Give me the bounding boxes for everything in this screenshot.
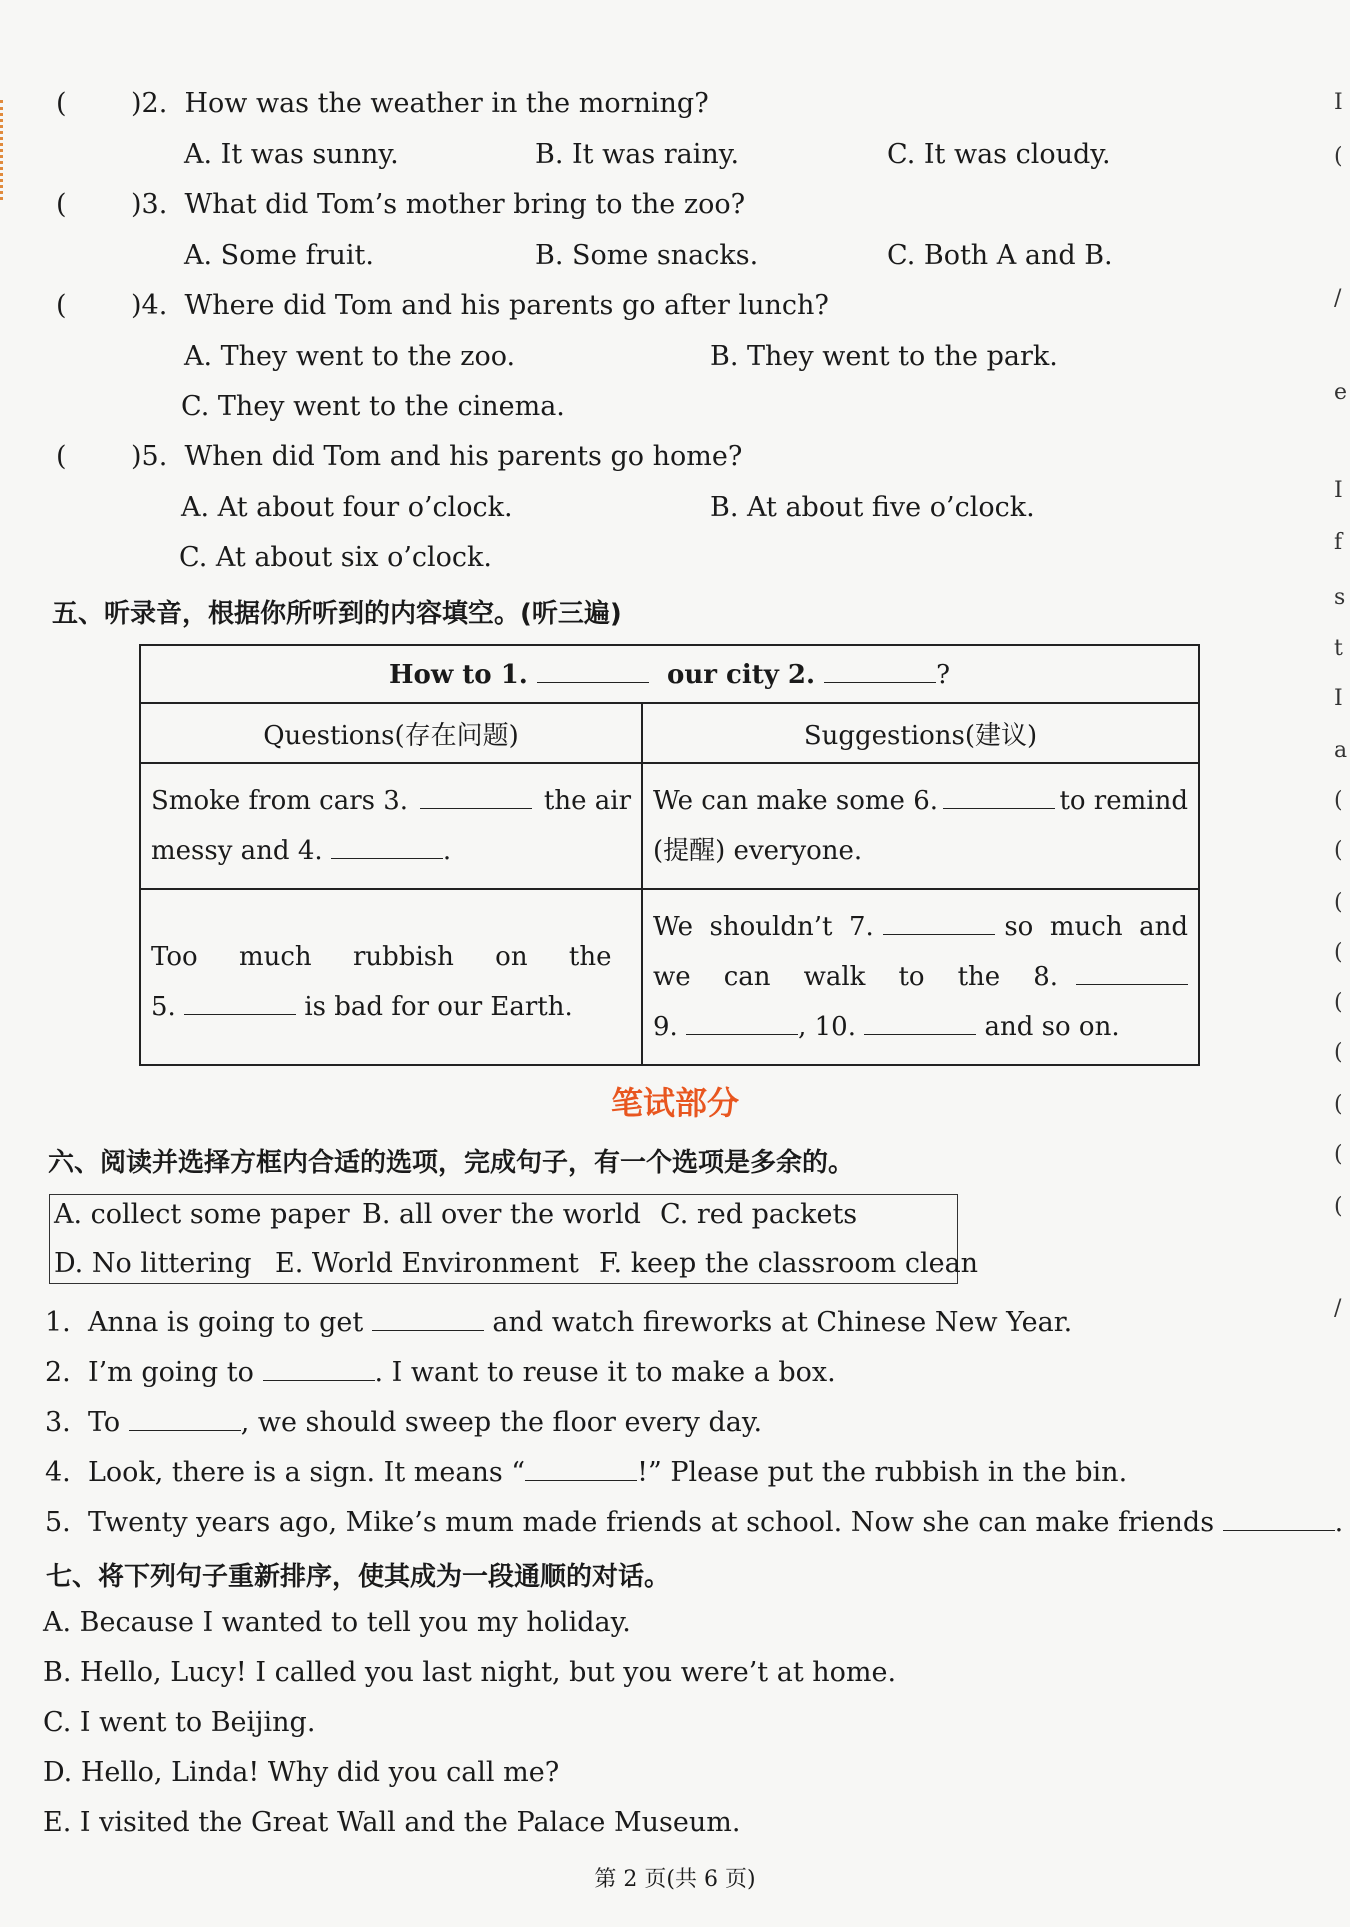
option-a: A. It was sunny. — [184, 139, 399, 170]
box-option: D. No littering — [54, 1248, 252, 1279]
cell-text: is bad for our Earth. — [304, 992, 573, 1022]
listening-table — [139, 644, 1200, 1066]
suggestion-cell-2 — [642, 889, 1199, 1065]
answer-paren-close: ) — [131, 290, 142, 321]
blank-5[interactable] — [184, 982, 296, 1015]
question-number: 4. — [141, 290, 168, 321]
cell-text: to remind — [1059, 786, 1188, 816]
cell-text: 9. — [653, 1012, 678, 1042]
option-b: B. It was rainy. — [535, 139, 740, 170]
question-stem: Where did Tom and his parents go after lunch? — [184, 290, 829, 321]
dialogue-sentence: E. I visited the Great Wall and the Palace Museum. — [43, 1807, 741, 1838]
column-header-questions: Questions(存在问题) — [140, 703, 642, 763]
section-5-title: 五、听录音，根据你所听到的内容填空。(听三遍) — [52, 599, 622, 629]
blank-4[interactable] — [331, 826, 443, 859]
edge-char: ( — [1334, 940, 1343, 965]
item-number: 2. — [45, 1357, 71, 1388]
dialogue-sentence: A. Because I wanted to tell you my holiday. — [43, 1607, 631, 1638]
question-row — [56, 441, 67, 472]
edge-char: ( — [1334, 890, 1343, 915]
box-option: F. keep the classroom clean — [599, 1248, 979, 1279]
heading-text: How to 1. — [388, 660, 528, 690]
blank-9[interactable] — [686, 1002, 798, 1035]
edge-char: ( — [1334, 788, 1343, 813]
blank-2[interactable] — [824, 658, 936, 683]
item-text: Look, there is a sign. It means “ — [87, 1457, 526, 1488]
edge-char: ( — [1334, 838, 1343, 863]
answer-blank[interactable] — [525, 1456, 637, 1481]
edge-char: I — [1334, 686, 1343, 711]
option-a: A. Some fruit. — [184, 240, 374, 271]
question-number: 2. — [141, 88, 168, 119]
cell-text: Smoke from cars 3. — [151, 786, 409, 816]
heading-text: our city 2. — [667, 660, 816, 690]
dialogue-sentence: D. Hello, Linda! Why did you call me? — [43, 1757, 560, 1788]
dialogue-sentence: B. Hello, Lucy! I called you last night, but you were’t at home. — [43, 1657, 897, 1688]
answer-paren-close: ) — [131, 88, 142, 119]
item-text: . — [1334, 1507, 1344, 1538]
item-text: !” Please put the rubbish in the bin. — [637, 1457, 1128, 1488]
answer-blank[interactable] — [1223, 1506, 1335, 1531]
question-row — [56, 290, 67, 321]
edge-char: s — [1334, 585, 1346, 610]
edge-char: / — [1334, 1296, 1342, 1321]
question-row — [56, 189, 67, 220]
section-6-title: 六、阅读并选择方框内合适的选项，完成句子，有一个选项是多余的。 — [48, 1148, 855, 1178]
fill-item — [45, 1456, 1127, 1488]
cell-text: , 10. — [798, 1012, 856, 1042]
section-7-title: 七、将下列句子重新排序，使其成为一段通顺的对话。 — [46, 1562, 671, 1592]
edge-char: ( — [1334, 1194, 1343, 1219]
page-footer: 第 2 页(共 6 页) — [594, 1867, 756, 1892]
question-row — [56, 88, 67, 119]
edge-char: t — [1334, 636, 1343, 661]
cell-text: and so on. — [984, 1012, 1120, 1042]
question-text — [131, 441, 742, 472]
option-b: B. Some snacks. — [535, 240, 759, 271]
option-c: C. They went to the cinema. — [181, 391, 565, 422]
fill-item — [45, 1306, 1072, 1338]
cell-text: we can walk to the 8. — [653, 962, 1059, 992]
question-number: 5. — [141, 441, 168, 472]
answer-paren-open[interactable]: ( — [56, 441, 67, 472]
edge-char: f — [1334, 530, 1343, 555]
cell-text: We can make some 6. — [653, 786, 938, 816]
cell-text: We shouldn’t 7. — [653, 912, 874, 942]
edge-char: ( — [1334, 1142, 1343, 1167]
option-c: C. At about six o’clock. — [179, 542, 492, 573]
written-part-title: 笔试部分 — [610, 1084, 739, 1122]
option-b: B. At about five o’clock. — [710, 492, 1035, 523]
edge-char: I — [1334, 90, 1343, 115]
box-option: B. all over the world — [362, 1199, 641, 1230]
cell-text: the air — [543, 786, 631, 816]
question-text — [131, 88, 709, 119]
item-text: To — [87, 1407, 121, 1438]
fill-item — [45, 1506, 1343, 1538]
item-number: 4. — [45, 1457, 71, 1488]
answer-paren-close: ) — [131, 441, 142, 472]
answer-blank[interactable] — [263, 1356, 375, 1381]
item-number: 1. — [45, 1307, 71, 1338]
question-stem: When did Tom and his parents go home? — [184, 441, 743, 472]
edge-char: ( — [1334, 1092, 1343, 1117]
fill-item — [45, 1406, 762, 1438]
item-text: Anna is going to get — [87, 1307, 364, 1338]
edge-char: I — [1334, 478, 1343, 503]
question-cell-2 — [140, 889, 642, 1065]
edge-char: e — [1334, 380, 1348, 405]
question-text — [131, 189, 745, 220]
suggestion-cell-1 — [642, 763, 1199, 889]
heading-question-mark: ? — [936, 660, 951, 690]
edge-char: ( — [1334, 990, 1343, 1015]
column-header-suggestions: Suggestions(建议) — [642, 703, 1199, 763]
item-text: , we should sweep the floor every day. — [240, 1407, 763, 1438]
dialogue-sentence: C. I went to Beijing. — [43, 1707, 316, 1738]
option-c: C. Both A and B. — [887, 240, 1113, 271]
blank-3[interactable] — [420, 776, 532, 809]
item-text: and watch fireworks at Chinese New Year. — [492, 1307, 1073, 1338]
option-box — [49, 1194, 979, 1284]
item-text: I’m going to — [87, 1357, 254, 1388]
edge-char: / — [1334, 286, 1342, 311]
question-text — [131, 290, 829, 321]
edge-char: a — [1334, 738, 1348, 763]
question-cell-1 — [140, 763, 642, 889]
answer-paren-close: ) — [131, 189, 142, 220]
item-text: Twenty years ago, Mike’s mum made friends at school. Now she can make friends — [87, 1507, 1215, 1538]
item-number: 5. — [45, 1507, 71, 1538]
box-option: C. red packets — [660, 1199, 858, 1230]
fill-item — [45, 1356, 836, 1388]
box-option: A. collect some paper — [54, 1199, 350, 1230]
cell-text: 5. — [151, 992, 176, 1022]
cell-text: . — [442, 836, 452, 866]
option-a: A. At about four o’clock. — [181, 492, 513, 523]
answer-paren-open[interactable]: ( — [56, 290, 67, 321]
answer-blank[interactable] — [129, 1406, 241, 1431]
blank-10[interactable] — [864, 1002, 976, 1035]
option-b: B. They went to the park. — [710, 341, 1058, 372]
margin-cut-line — [0, 100, 3, 200]
cell-text: messy and 4. — [151, 836, 323, 866]
question-number: 3. — [141, 189, 168, 220]
cell-text: Too much rubbish on the — [151, 942, 612, 972]
question-stem: What did Tom’s mother bring to the zoo? — [184, 189, 746, 220]
edge-char: ( — [1334, 1040, 1343, 1065]
question-stem: How was the weather in the morning? — [184, 88, 709, 119]
blank-8[interactable] — [1076, 952, 1188, 985]
option-a: A. They went to the zoo. — [184, 341, 516, 372]
answer-blank[interactable] — [372, 1306, 484, 1331]
box-option: E. World Environment — [275, 1248, 579, 1279]
cell-text: (提醒) everyone. — [653, 836, 863, 866]
answer-paren-open[interactable]: ( — [56, 189, 67, 220]
blank-1[interactable] — [537, 658, 649, 683]
blank-7[interactable] — [883, 902, 995, 935]
table-heading — [140, 645, 1199, 703]
item-number: 3. — [45, 1407, 71, 1438]
item-text: . I want to reuse it to make a box. — [374, 1357, 836, 1388]
answer-paren-open[interactable]: ( — [56, 88, 67, 119]
edge-char: ( — [1334, 144, 1343, 169]
cell-text: so much and — [1004, 912, 1188, 942]
blank-6[interactable] — [943, 776, 1055, 809]
option-c: C. It was cloudy. — [887, 139, 1111, 170]
